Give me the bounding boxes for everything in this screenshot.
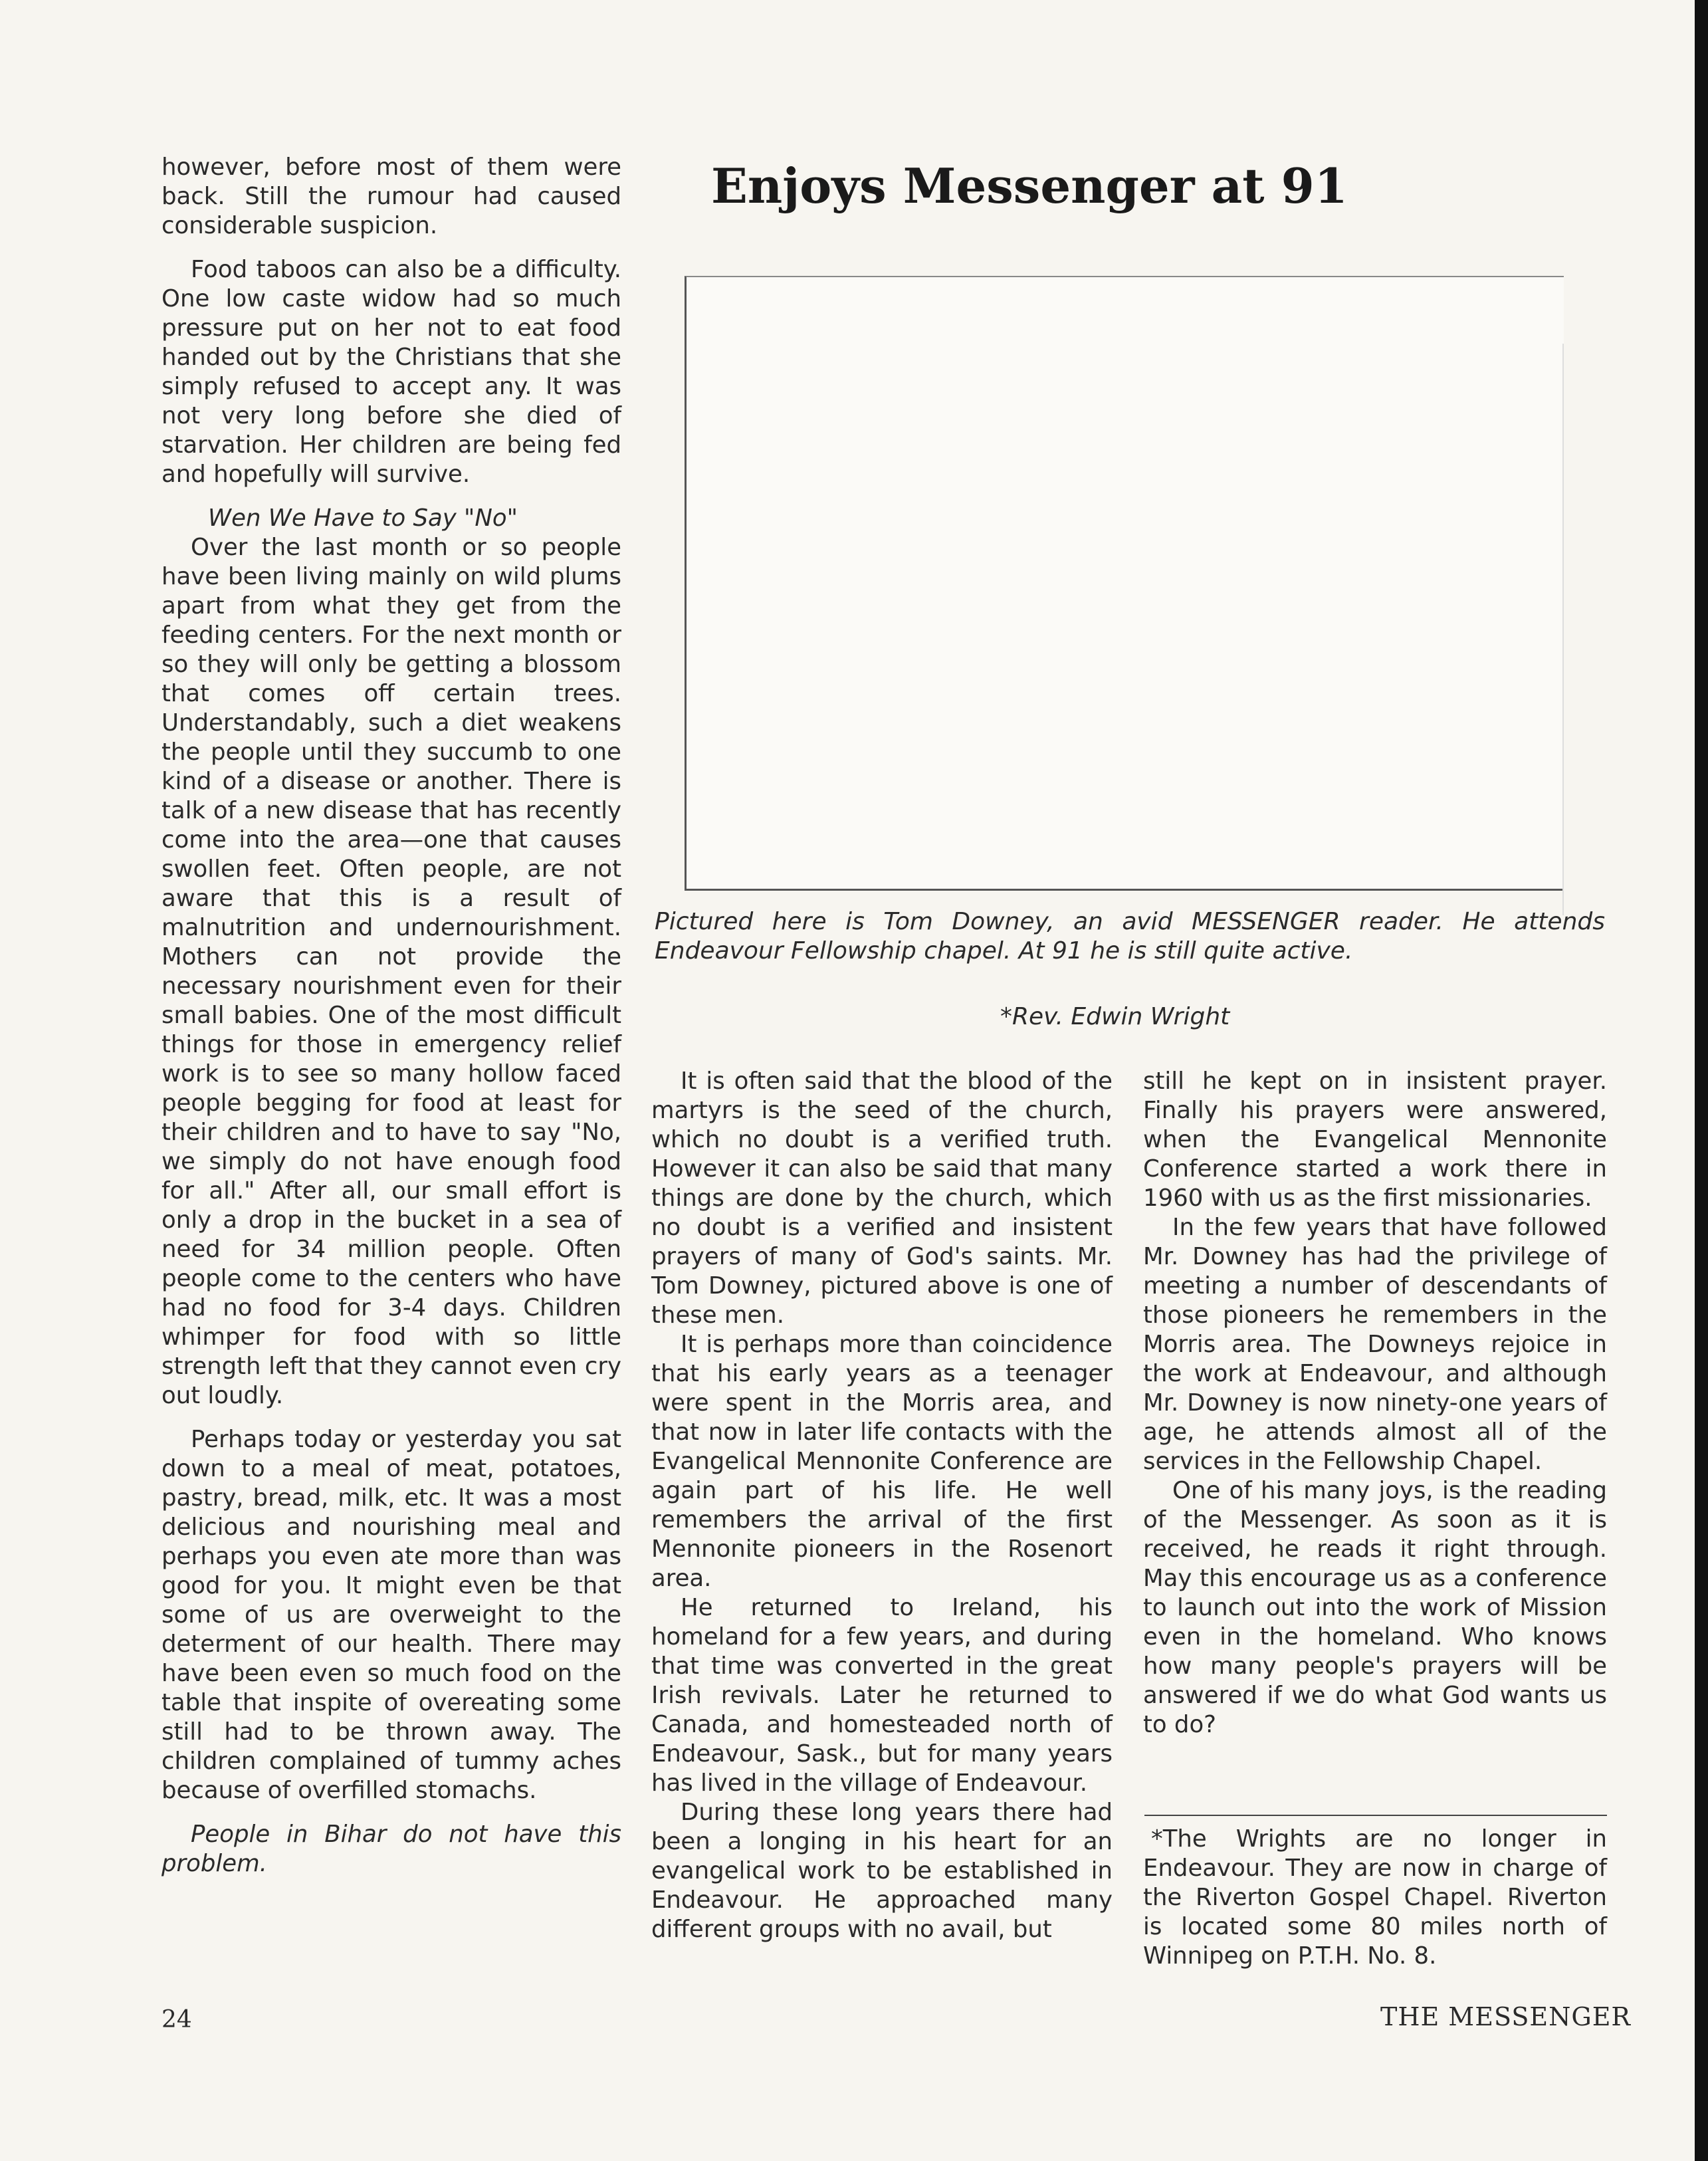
photo-caption: Pictured here is Tom Downey, an avid MESSENGER reader. He attends Endeavour Fellowship chapel. At 91 he is still quite active. — [655, 908, 1605, 965]
middle-column — [651, 1067, 1113, 1944]
paragraph: It is perhaps more than coincidence that his early years as a teenager were spent in the Morris area, and that now in later life contacts with the Evangelical Mennonite Conference are again part of his life. He well remembers the arrival of the first Mennonite pioneers in the Rosenort area. — [651, 1331, 1113, 1592]
article-title: Enjoys Messenger at 91 — [711, 158, 1348, 214]
right-column — [1143, 1067, 1607, 1740]
paragraph: It is often said that the blood of the martyrs is the seed of the church, which no doubt is a verified truth. However it can also be said that many things are done by the church, which no doubt is a verified and insistent prayers of many of God's saints. Mr. Tom Downey, pictured above is one of these men. — [651, 1068, 1113, 1329]
paragraph: still he kept on in insistent prayer. Finally his prayers were answered, when the Evangelical Mennonite Conference started a work there in 1960 with us as the first missionaries. — [1143, 1068, 1607, 1212]
page-number: 24 — [161, 2006, 192, 2033]
paragraph: Perhaps today or yesterday you sat down to a meal of meat, potatoes, pastry, bread, milk, etc. It was a most delicious and nourishing meal and perhaps you even ate more than was good for you. It might even be that some of us are overweight to the determent of our health. There may have been even so much food on the table that inspite of overeating some still had to be thrown away. The children complained of tummy aches because of overfilled stomachs. — [161, 1426, 621, 1804]
paragraph: He returned to Ireland, his homeland for a few years, and during that time was converted in the great Irish revivals. Later he returned to Canada, and homesteaded north of Endeavour, Sask., but for many years has lived in the village of Endeavour. — [651, 1594, 1113, 1797]
publication-name: THE MESSENGER — [1380, 2002, 1632, 2031]
photo-edge — [1562, 344, 1564, 915]
footnote — [1143, 1825, 1607, 1971]
byline: *Rev. Edwin Wright — [1000, 1003, 1230, 1030]
paragraph: One of his many joys, is the reading of the Messenger. As soon as it is received, he reads it right through. May this encourage us as a conference to launch out into the work of Mission even in the homeland. Who knows how many people's prayers will be answered if we do what God wants us to do? — [1143, 1477, 1607, 1738]
section-subheading: Wen We Have to Say "No" — [208, 505, 518, 532]
page-edge — [1695, 0, 1708, 2161]
paragraph: During these long years there had been a longing in his heart for an evangelical work to be established in Endeavour. He approached many different groups with no avail, but — [651, 1799, 1113, 1943]
closing-line: People in Bihar do not have this problem. — [161, 1821, 621, 1877]
paragraph: In the few years that have followed Mr. Downey has had the privilege of meeting a number of descendants of those pioneers he remembers in the Morris area. The Downeys rejoice in the work at Endeavour, and although Mr. Downey is now ninety-one years of age, he attends almost all of the services in the Fellowship Chapel. — [1143, 1214, 1607, 1475]
paragraph: Over the last month or so people have been living mainly on wild plums apart from what they get from the feeding centers. For the next month or so they will only be getting a blossom that comes off certain trees. Understandably, such a diet weakens the people until they succumb to one kind of a disease or another. There is talk of a new disease that has recently come into the area—one that causes swollen feet. Often people, are not aware that this is a result of malnutrition and undernourishment. Mothers can not provide the necessary nourishment even for their small babies. One of the most difficult things for those in emergency relief work is to see so many hollow faced people begging for food at least for their children and to have to say "No, we simply do not have enough food for all." After all, our small effort is only a drop in the bucket in a sea of need for 34 million people. Often people come to the centers who have had no food for 3-4 days. Children whimper for food with so little strength left that they cannot even cry out loudly. — [161, 534, 621, 1409]
photo-frame — [685, 276, 1564, 891]
footnote-text: *The Wrights are no longer in Endeavour. They are now in charge of the Riverton Gospel Chapel. Riverton is located some 80 miles north of Winnipeg on P.T.H. No. 8. — [1143, 1825, 1607, 1970]
footnote-divider — [1144, 1815, 1607, 1816]
left-column — [161, 153, 621, 1893]
paragraph: however, before most of them were back. Still the rumour had caused considerable suspicion. — [161, 154, 621, 239]
paragraph: Food taboos can also be a difficulty. One low caste widow had so much pressure put on her not to eat food handed out by the Christians that she simply refused to accept any. It was not very long before she died of starvation. Her children are being fed and hopefully will survive. — [161, 256, 621, 488]
